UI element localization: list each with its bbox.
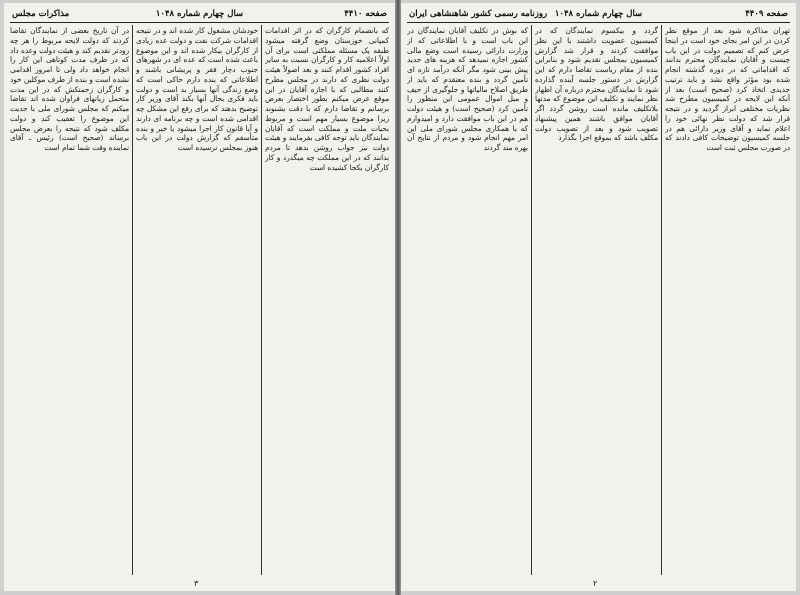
right-page-number: صفحه ۴۴۰۹ — [745, 9, 788, 19]
right-column-3: که بوش در تکلیف آقایان نمایندگان در این باب است و با اطلاعاتی که از وزارت دارائی رسیده است وضع مالی کشور اجازه نمیدهد که هزینه های جدید پیش بینی شود مگر آنکه درآمد تازه ای تأمین گردد و بنده معتقدم که باید از طریق اصلاح مالیاتها و جلوگیری از حیف و میل اموال عمومی این منظور را تأمین کرد (صحیح است) و هیئت دولت هم در این باب موافقت دارد و امیدوارم که با همکاری مجلس شورای ملی این امر مهم انجام شود و مردم از نتایج آن بهره مند گردند — [407, 26, 528, 152]
left-column-divider-2 — [132, 25, 133, 575]
right-column-2: گردد و بیکسوم نمایندگان که در کمیسیون عضویت داشتند با این نظر موافقت کردند و قرار شد گزارش کمیسیون بمجلس تقدیم شود و بنابراین بنده از مقام ریاست تقاضا دارم که این گزارش در دستور جلسه آینده گذارده شود تا نمایندگان محترم درباره آن اظهار نظر نمایند و تکلیف این موضوع که مدتها بلاتکلیف مانده است روشن گردد اگر آقایان موافق باشند همین پیشنهاد تصویب شود و بعد از تصویب دولت مکلف باشد که بموقع اجرا بگذارد — [535, 26, 658, 143]
right-column-divider-2 — [531, 25, 532, 575]
right-column-1: تهران مذاکره شود بعد از موقع نظر کردن در این امر بجای خود است در اینجا عرض کنم که تصمیم دولت در این باب چیست و آقایان نمایندگان محترم بدانند که اقداماتی که در دوره گذشته انجام شده بود مؤثر واقع نشد و باید ترتیب جدیدی اتخاذ کرد (صحیح است) بعد از آنکه این لایحه در کمیسیون مطرح شد نظریات مختلفی ابراز گردید و در نتیجه قرار شد که دولت نظر نهائی خود را اعلام نماید و آقای وزیر دارائی هم در جلسه کمیسیون توضیحات کافی دادند که در صورت مجلس ثبت است — [665, 26, 790, 152]
left-column-3: در آن تاریخ بعضی از نمایندگان تقاضا کردند که دولت لایحه مربوط را هر چه زودتر تقدیم کند و هیئت دولت وعده داد که در ظرف مدت کوتاهی این کار را انجام خواهد داد ولی تا امروز اقدامی نشده است و بنده از طرف موکلین خود و کارگران زحمتکش که در این مدت متحمل زیانهای فراوان شده اند تقاضا میکنم که مجلس شورای ملی با جدیت این موضوع را تعقیب کند و دولت مکلف شود که نتیجه را بعرض مجلس برساند (صحیح است) رئیس ـ آقای نماینده وقت شما تمام است — [10, 26, 129, 152]
right-issue-info: سال چهارم شماره ۱۰۴۸ — [554, 9, 643, 19]
right-folio: ۲ — [593, 579, 598, 588]
right-page — [401, 3, 796, 591]
right-header-rule — [407, 22, 790, 23]
right-section-title: روزنامه رسمی کشور شاهنشاهی ایران — [409, 9, 548, 19]
left-page-header — [12, 7, 387, 21]
left-column-1: که بانضمام کارگران که در اثر اقدامات کمپانی خوزستان وضع گرفته میشود طبقه یک مسئله مملکتی است برای آن اولاً اعلامیه کار و کارگران نسبت به سایر افراد کشور اقدام کنند و بعد اصولاً هیئت دولت نظری که دارند در مجلس مطرح کنند مطالبی که با اجازه آقایان در این موقع عرض میکنم بطور اختصار بعرض برسانم و تقاضا دارم که با دقت بشنوند زیرا موضوع بسیار مهم است و مربوط بحیات ملت و مملکت است که آقایان نمایندگان باید توجه کافی بفرمایند و هیئت دولت نیز جواب روشن بدهد تا مردم بدانند که در این مملکت چه میگذرد و کار کارگران بکجا کشیده است — [265, 26, 389, 172]
left-page — [4, 3, 395, 591]
left-folio: ۳ — [194, 579, 199, 588]
left-column-divider-1 — [261, 25, 262, 575]
left-section-title: مذاکرات مجلس — [12, 9, 70, 19]
left-column-2: خودشان مشغول کار شده اند و در نتیجه اقدامات شرکت نفت و دولت عده زیادی از کارگران بیکار شده اند و این موضوع باعث شده است که عده ای در شهرهای جنوب دچار فقر و پریشانی باشند و اطلاعاتی که بنده دارم حاکی است که وضع زندگی آنها بسیار بد است و دولت باید فکری بحال آنها بکند آقای وزیر کار توضیح بدهند که برای رفع این مشکل چه اقدامی شده است و چه برنامه ای دارند و آیا قانون کار اجرا میشود یا خیر و بنده متأسفم که گزارش دولت در این باب هنوز بمجلس نرسیده است — [136, 26, 258, 152]
right-column-divider-1 — [661, 25, 662, 575]
left-issue-info: سال چهارم شماره ۱۰۴۸ — [155, 9, 244, 19]
right-page-header — [409, 7, 788, 21]
left-header-rule — [10, 22, 389, 23]
left-page-number: صفحه ۴۴۱۰ — [344, 9, 387, 19]
